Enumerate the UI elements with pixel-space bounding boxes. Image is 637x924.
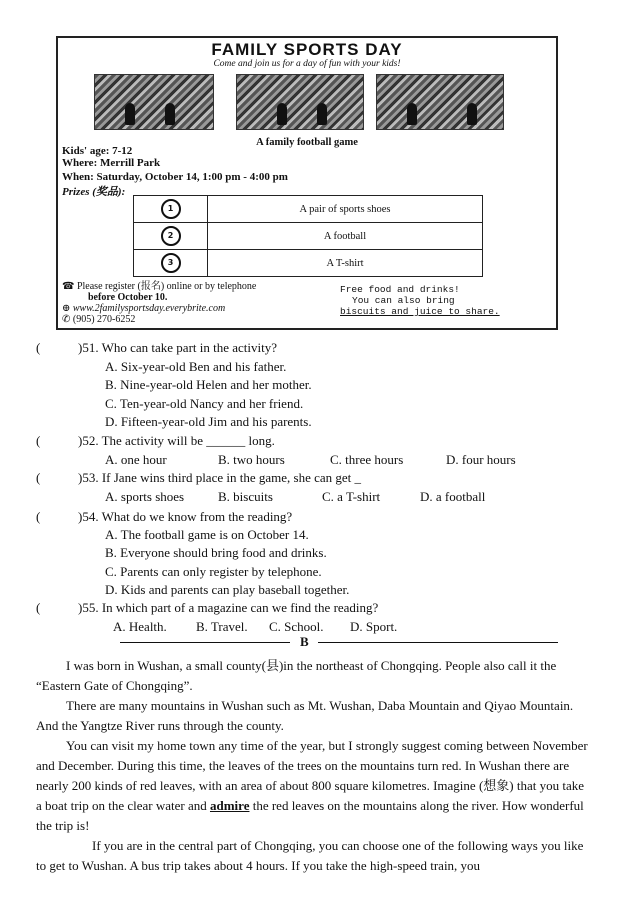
- section-divider-right: [318, 642, 558, 643]
- note-line3: biscuits and juice to share.: [340, 306, 500, 317]
- passage-paragraph: I was born in Wushan, a small county(县)in the northeast of Chongqing. People also call it the “Eastern Gate of Chongqing”.: [36, 658, 557, 693]
- food-note: [340, 284, 540, 317]
- passage-text: You can visit my home town any time of the year, but I strongly suggest coming between November and December. During this time, the leaves of the trees on the mountains turn red. In Wushan there are nearly 200 kinds of red leaves, with an area of about 800 square kilometres. Imagine (想象) that you take a boat trip on the clear water and: [36, 738, 588, 813]
- q52-option: C. three hours: [330, 452, 404, 467]
- telephone-icon: ✆: [62, 314, 71, 325]
- prize-row: [134, 196, 483, 223]
- q55-stem: )55. In which part of a magazine can we find the reading?: [78, 600, 379, 615]
- q53-stem: )53. If Jane wins third place in the game, she can get _: [78, 470, 362, 485]
- register-line2: before October 10.: [88, 292, 168, 303]
- q51-option: C. Ten-year-old Nancy and her friend.: [105, 396, 304, 411]
- q54-option: A. The football game is on October 14.: [105, 527, 309, 542]
- passage-paragraph: If you are in the central part of Chongqing, you can choose one of the following ways you like to get to Wushan. A bus trip takes about 4 hours. If you take the high-speed train, you: [36, 838, 584, 873]
- prize-text: A T-shirt: [208, 250, 483, 277]
- poster-title: FAMILY SPORTS DAY: [211, 40, 403, 59]
- q55-option: D. Sport.: [350, 619, 398, 634]
- q55-option: B. Travel.: [196, 619, 248, 634]
- prizes-label: Prizes (奖品):: [62, 186, 126, 198]
- q52-stem: )52. The activity will be ______ long.: [78, 433, 275, 448]
- phone-icon: ☎: [62, 281, 75, 292]
- q53-option: D. a football: [420, 489, 486, 504]
- poster-subtitle: Come and join us for a day of fun with your kids!: [213, 59, 401, 69]
- underlined-word: admire: [209, 798, 250, 813]
- q55-paren: (: [36, 600, 41, 615]
- event-time: When: Saturday, October 14, 1:00 pm - 4:00 pm: [62, 171, 288, 183]
- medal-icon: 2: [161, 226, 181, 246]
- note-line2: You can also bring: [352, 295, 455, 306]
- website-link[interactable]: www.2familysportsday.everybrite.com: [72, 303, 226, 314]
- prize-text: A pair of sports shoes: [208, 196, 483, 223]
- q51-option: B. Nine-year-old Helen and her mother.: [105, 377, 312, 392]
- q54-option: B. Everyone should bring food and drinks.: [105, 545, 327, 560]
- q52-option: A. one hour: [105, 452, 167, 467]
- q53-option: A. sports shoes: [105, 489, 185, 504]
- event-poster: [56, 36, 558, 330]
- q54-option: C. Parents can only register by telephone.: [105, 564, 322, 579]
- medal-icon: 1: [161, 199, 181, 219]
- kids-age: Kids' age: 7-12: [62, 145, 133, 157]
- q52-option: B. two hours: [218, 452, 285, 467]
- q51-option: D. Fifteen-year-old Jim and his parents.: [105, 414, 312, 429]
- passage-text: the red leaves on the mountains along the river. How wonderful the trip is!: [36, 798, 584, 833]
- q55-option: A. Health.: [113, 619, 167, 634]
- section-label: B: [300, 634, 309, 649]
- prize-table: [133, 195, 483, 277]
- q54-paren: (: [36, 509, 41, 524]
- q53-option: C. a T-shirt: [322, 489, 381, 504]
- football-photo-3: [376, 74, 504, 130]
- passage-paragraph: There are many mountains in Wushan such as Mt. Wushan, Daba Mountain and Qiyao Mountain. And the Yangtze River runs through the county.: [36, 698, 574, 733]
- q52-option: D. four hours: [446, 452, 516, 467]
- note-line1: Free food and drinks!: [340, 284, 460, 295]
- q53-option: B. biscuits: [218, 489, 273, 504]
- game-title: A family football game: [256, 137, 358, 148]
- register-info: [62, 281, 256, 325]
- football-photo-2: [236, 74, 364, 130]
- globe-icon: ⊕: [62, 303, 71, 314]
- football-photo-1: [94, 74, 214, 130]
- q54-option: D. Kids and parents can play baseball together.: [105, 582, 350, 597]
- register-line1: Please register (报名) online or by telephone: [76, 281, 257, 292]
- section-divider-left: [120, 642, 290, 643]
- phone-number: (905) 270-6252: [72, 314, 136, 325]
- q52-paren: (: [36, 433, 41, 448]
- q55-option: C. School.: [269, 619, 324, 634]
- q53-paren: (: [36, 470, 41, 485]
- q51-paren: (: [36, 340, 41, 355]
- prize-row: [134, 250, 483, 277]
- event-location: Where: Merrill Park: [62, 157, 161, 169]
- medal-icon: 3: [161, 253, 181, 273]
- passage-paragraph: [36, 736, 588, 836]
- q51-option: A. Six-year-old Ben and his father.: [105, 359, 287, 374]
- prize-row: [134, 223, 483, 250]
- prize-text: A football: [208, 223, 483, 250]
- q51-stem: )51. Who can take part in the activity?: [78, 340, 278, 355]
- q54-stem: )54. What do we know from the reading?: [78, 509, 293, 524]
